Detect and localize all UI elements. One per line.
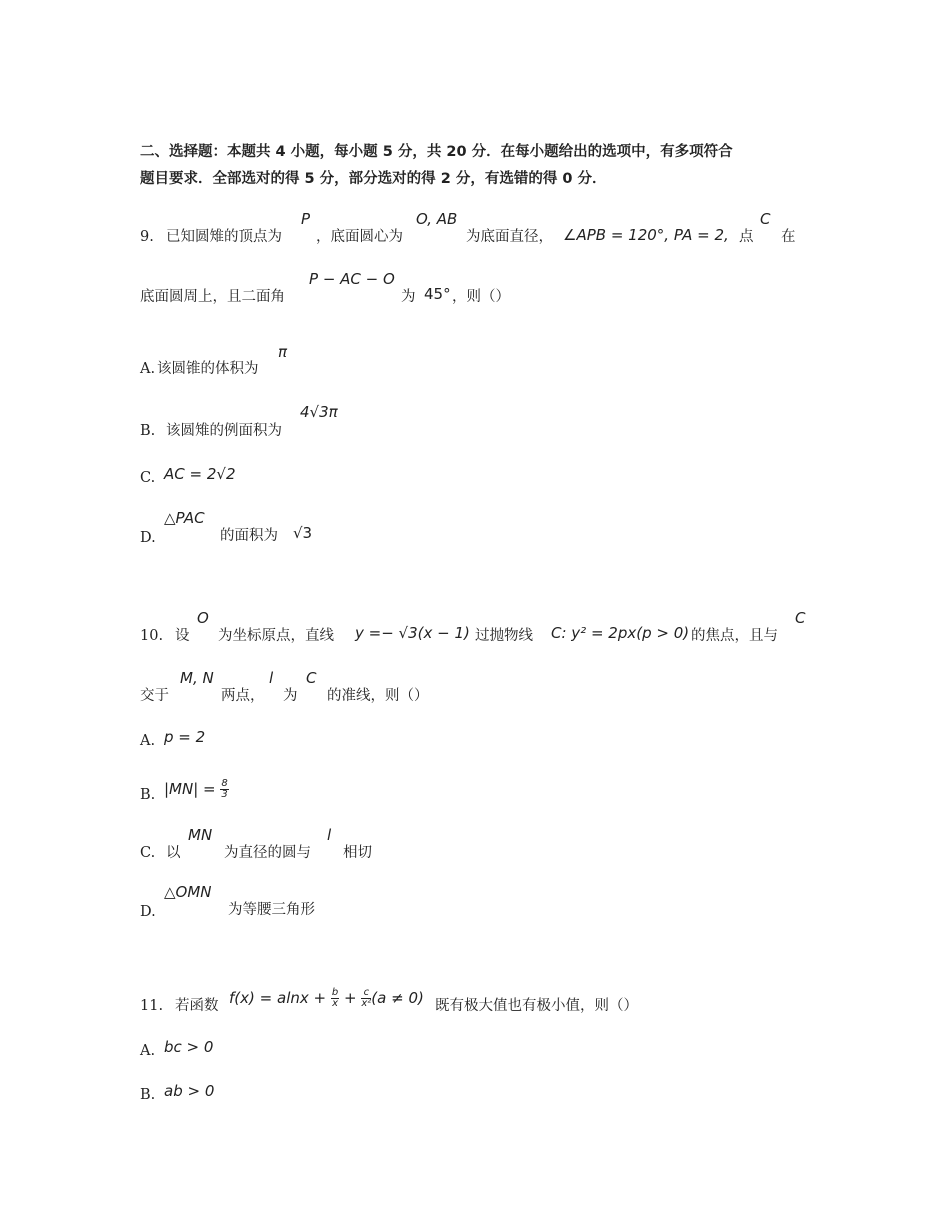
q10-math-c2: C [306,669,317,687]
q10-option-d-text: 为等腰三角形 [228,902,315,918]
q9-text-4: 点 [739,229,754,245]
q10-option-c-text2: 为直径的圆与 [224,845,311,861]
q9-math-dihedral: P − AC − O [309,270,395,288]
q9-option-b-label: B. [140,423,156,439]
q10-option-c-math: MN [188,826,213,844]
q9-text-1: 已知圆雉的顶点为 [166,229,282,245]
q9-option-c-label: C. [140,470,156,486]
q10-math-mn: M, N [180,669,214,687]
q9-option-d-label: D. [140,530,156,546]
q11-text-2: 既有极大值也有极小值，则（） [435,998,638,1014]
q9-math-45: 45° [424,285,451,303]
q10-text-2: 为坐标原点，直线 [218,628,334,644]
q9-option-a-math: π [278,343,288,361]
q10-option-c-text3: 相切 [343,845,372,861]
q10-math-parabola: C: y² = 2px(p > 0) [551,624,690,642]
q10-option-b-math: |MN| = $\frac{8}{3}$ [164,778,228,800]
q9-math-angle: ∠APB = 120°, PA = 2, [563,226,729,244]
q9-option-c-math: AC = 2√2 [164,465,236,483]
q11-option-a-label: A. [140,1043,156,1059]
q9-option-d-math: △PAC [164,509,205,527]
q10-text-5: 交于 [140,688,169,704]
q11-text-1: 若函数 [175,998,219,1014]
q10-text-1: 设 [175,628,190,644]
q11-number: 11. [140,998,164,1014]
q10-option-b-label: B. [140,787,156,803]
q9-math-p: P [301,210,311,228]
fraction-c-x2: $\frac{c}{\text{x²}}$ [361,987,372,1009]
q9-text-5: 在 [781,229,796,245]
q10-number: 10. [140,628,164,644]
q9-option-b-text: 该圆雉的例面积为 [166,423,282,439]
q10-option-c-text1: 以 [166,845,181,861]
q9-option-a-label: A. [140,361,156,377]
q9-text-2: ，底面圆心为 [316,229,403,245]
q10-option-d-label: D. [140,904,156,920]
q11-math-function: f(x) = alnx + $\frac{b}{x}$ + $\frac{c}{\text{x²}}$ (a ≠ 0) [229,987,424,1009]
q10-text-8: 的准线，则（） [327,688,429,704]
q9-option-d-text: 的面积为 [220,528,278,544]
section-header-line2: 题目要求．全部选对的得 5 分，部分选对的得 2 分，有选错的得 0 分． [140,171,607,187]
q10-option-c-label: C. [140,845,156,861]
q9-option-a-text: 该圆锥的体积为 [157,361,259,377]
q9-option-d-math2: √3 [293,524,313,542]
q10-text-6: 两点， [221,688,265,704]
fraction-b-x: $\frac{b}{x}$ [331,987,339,1009]
q9-text-8: ，则（） [452,289,510,305]
q9-math-c: C [760,210,771,228]
q10-text-7: 为 [283,688,298,704]
fraction-8-3: $\frac{8}{3}$ [221,778,228,800]
section-header-line1: 二、选择题：本题共 4 小题，每小题 5 分，共 20 分．在每小题给出的选项中，有多项符合 [140,144,733,160]
q10-math-line: y =− √3(x − 1) [355,624,470,642]
q9-math-oab: O, AB [416,210,458,228]
q10-text-4: 的焦点，且与 [691,628,778,644]
q10-math-o: O [197,609,209,627]
q11-option-a-math: bc > 0 [164,1038,214,1056]
q10-math-l: l [269,669,274,687]
q9-text-6: 底面圆周上，且二面角 [140,289,285,305]
q10-text-3: 过抛物线 [475,628,533,644]
q9-text-3: 为底面直径， [466,229,553,245]
q10-option-c-math2: l [327,826,332,844]
q10-option-a-math: p = 2 [164,728,206,746]
q9-number: 9. [140,229,154,245]
q9-option-b-math: 4√3π [300,403,338,421]
q10-option-a-label: A. [140,733,156,749]
q11-option-b-label: B. [140,1087,156,1103]
q11-option-b-math: ab > 0 [164,1082,215,1100]
q9-text-7: 为 [401,289,416,305]
q10-option-d-math: △OMN [164,883,212,901]
q10-math-c: C [795,609,806,627]
